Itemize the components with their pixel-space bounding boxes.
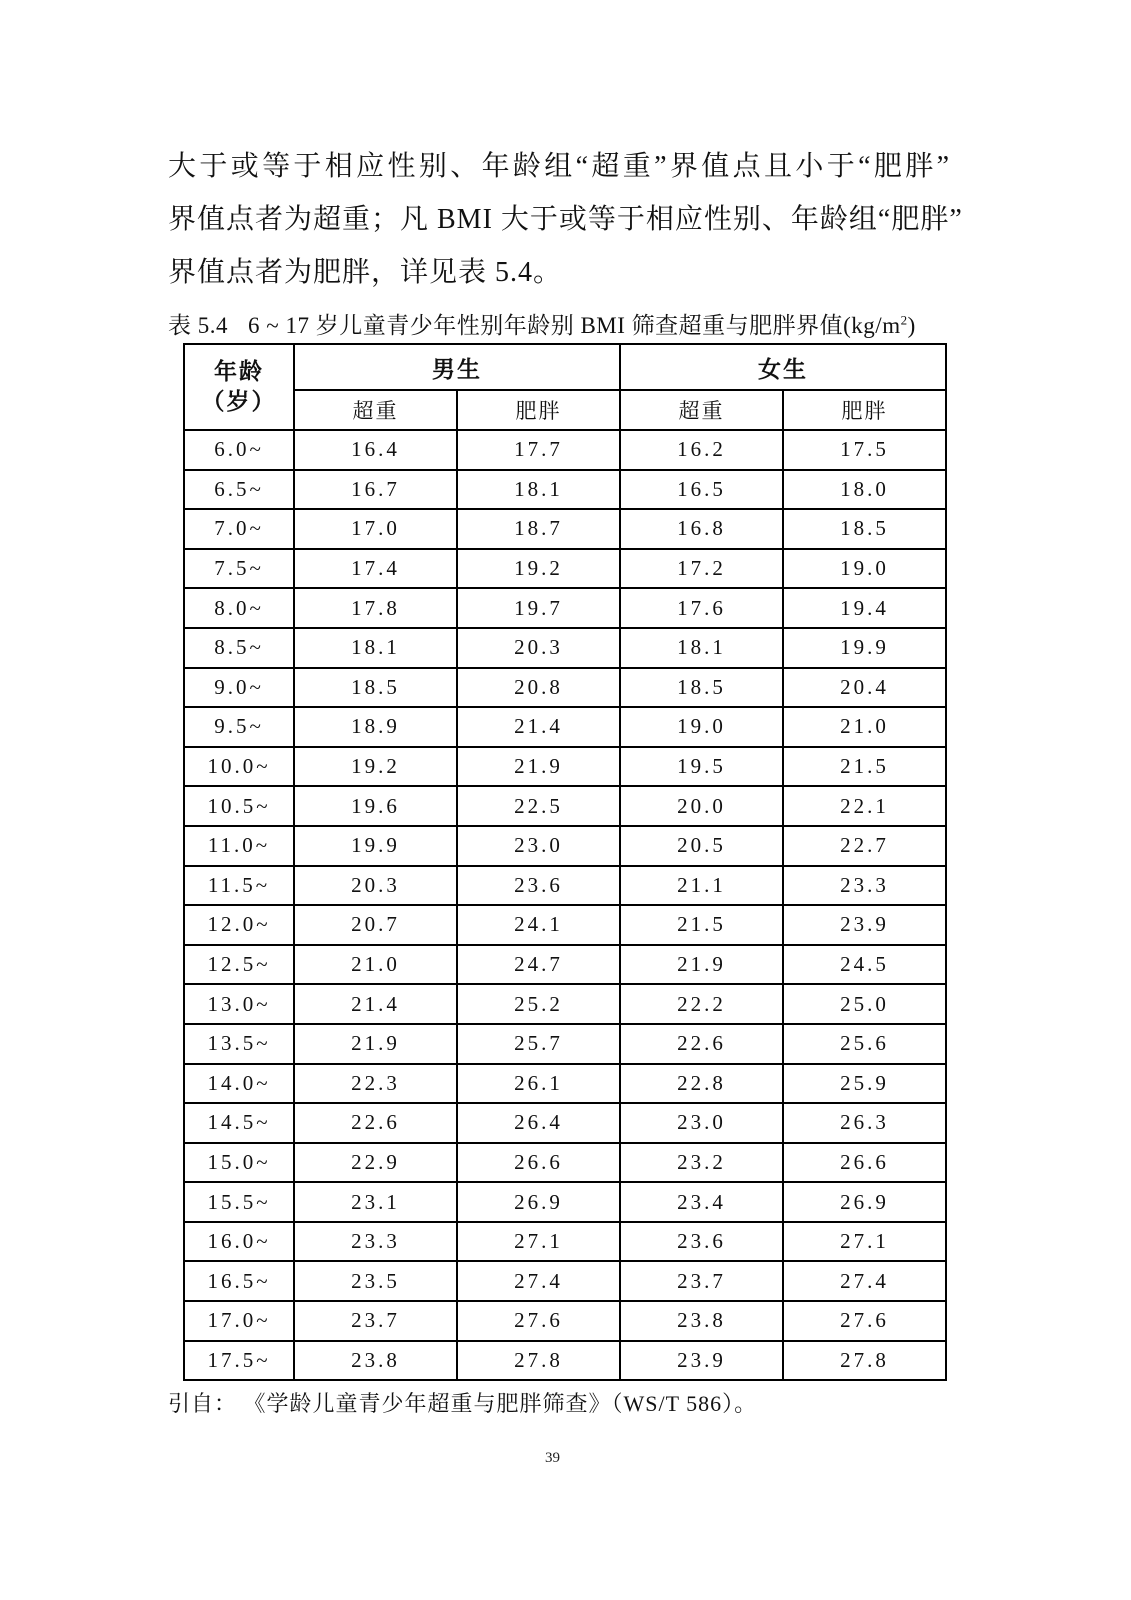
bmi-value-cell: 17.4 [294,549,457,589]
bmi-value-cell: 22.7 [783,826,946,866]
bmi-value-cell: 24.7 [457,945,620,985]
age-cell: 16.5~ [184,1261,294,1301]
age-cell: 12.0~ [184,905,294,945]
bmi-value-cell: 19.2 [294,747,457,787]
body-paragraph [168,140,963,299]
bmi-value-cell: 26.3 [783,1103,946,1143]
bmi-value-cell: 19.0 [783,549,946,589]
table-row [184,905,946,945]
bmi-value-cell: 20.3 [457,628,620,668]
bmi-value-cell: 16.8 [620,509,783,549]
age-cell: 15.5~ [184,1182,294,1222]
table-row [184,945,946,985]
bmi-value-cell: 27.6 [457,1301,620,1341]
table-row [184,826,946,866]
bmi-value-cell: 19.9 [783,628,946,668]
bmi-value-cell: 23.7 [620,1261,783,1301]
bmi-value-cell: 27.6 [783,1301,946,1341]
bmi-value-cell: 23.2 [620,1143,783,1183]
bmi-value-cell: 26.1 [457,1064,620,1104]
bmi-value-cell: 18.9 [294,707,457,747]
paragraph-line: 大于或等于相应性别、年龄组“超重”界值点且小于“肥胖” [168,151,950,182]
bmi-value-cell: 19.4 [783,588,946,628]
bmi-value-cell: 23.6 [620,1222,783,1262]
bmi-value-cell: 23.8 [294,1341,457,1381]
bmi-value-cell: 27.8 [783,1341,946,1381]
header-girls-overweight: 超重 [620,390,783,430]
age-cell: 6.0~ [184,430,294,470]
bmi-value-cell: 26.6 [457,1143,620,1183]
bmi-value-cell: 27.8 [457,1341,620,1381]
table-row [184,1341,946,1381]
bmi-value-cell: 21.0 [783,707,946,747]
footnote: 引自： 《学龄儿童青少年超重与肥胖筛查》（WS/T 586）。 [168,1391,758,1416]
age-cell: 14.0~ [184,1064,294,1104]
bmi-value-cell: 19.5 [620,747,783,787]
bmi-value-cell: 21.9 [294,1024,457,1064]
bmi-value-cell: 21.0 [294,945,457,985]
table-row [184,470,946,510]
bmi-value-cell: 16.5 [620,470,783,510]
bmi-value-cell: 27.4 [783,1261,946,1301]
bmi-value-cell: 17.0 [294,509,457,549]
bmi-value-cell: 22.6 [294,1103,457,1143]
bmi-value-cell: 21.4 [294,984,457,1024]
bmi-value-cell: 23.0 [620,1103,783,1143]
table-row [184,588,946,628]
bmi-value-cell: 19.2 [457,549,620,589]
bmi-value-cell: 20.3 [294,866,457,906]
table-header-row-2 [184,390,946,430]
bmi-value-cell: 21.5 [620,905,783,945]
table-caption-tail: ) [907,313,916,338]
table-row [184,707,946,747]
bmi-value-cell: 27.4 [457,1261,620,1301]
age-cell: 12.5~ [184,945,294,985]
age-cell: 8.0~ [184,588,294,628]
age-cell: 11.5~ [184,866,294,906]
bmi-value-cell: 24.5 [783,945,946,985]
page-number: 39 [545,1450,560,1466]
table-row [184,509,946,549]
header-girls-obesity: 肥胖 [783,390,946,430]
bmi-value-cell: 26.4 [457,1103,620,1143]
bmi-value-cell: 22.6 [620,1024,783,1064]
table-row [184,1301,946,1341]
age-cell: 13.5~ [184,1024,294,1064]
bmi-value-cell: 16.7 [294,470,457,510]
bmi-value-cell: 23.7 [294,1301,457,1341]
table-row [184,1143,946,1183]
bmi-value-cell: 18.1 [457,470,620,510]
bmi-value-cell: 23.4 [620,1182,783,1222]
table-row [184,1222,946,1262]
age-cell: 9.5~ [184,707,294,747]
bmi-value-cell: 18.7 [457,509,620,549]
table-caption [168,307,1028,340]
bmi-value-cell: 23.9 [783,905,946,945]
table-row [184,1261,946,1301]
age-cell: 17.0~ [184,1301,294,1341]
bmi-value-cell: 18.1 [294,628,457,668]
age-cell: 10.5~ [184,786,294,826]
table-caption-label: 表 5.4 [168,313,228,338]
bmi-value-cell: 25.2 [457,984,620,1024]
bmi-value-cell: 21.1 [620,866,783,906]
bmi-value-cell: 16.4 [294,430,457,470]
bmi-value-cell: 23.3 [783,866,946,906]
header-boys-obesity: 肥胖 [457,390,620,430]
bmi-value-cell: 17.6 [620,588,783,628]
bmi-value-cell: 17.2 [620,549,783,589]
table-row [184,866,946,906]
bmi-value-cell: 20.7 [294,905,457,945]
table-row [184,1064,946,1104]
bmi-value-cell: 17.5 [783,430,946,470]
bmi-value-cell: 23.9 [620,1341,783,1381]
age-cell: 17.5~ [184,1341,294,1381]
age-cell: 6.5~ [184,470,294,510]
bmi-table-body [184,430,946,1380]
age-cell: 11.0~ [184,826,294,866]
bmi-value-cell: 27.1 [457,1222,620,1262]
paragraph-line: 界值点者为肥胖，详见表 5.4。 [168,257,563,288]
age-cell: 7.5~ [184,549,294,589]
bmi-value-cell: 26.6 [783,1143,946,1183]
bmi-value-cell: 18.5 [783,509,946,549]
age-cell: 9.0~ [184,668,294,708]
table-row [184,628,946,668]
bmi-value-cell: 25.7 [457,1024,620,1064]
age-cell: 16.0~ [184,1222,294,1262]
table-row [184,430,946,470]
bmi-value-cell: 25.0 [783,984,946,1024]
header-girls: 女生 [620,344,946,390]
bmi-value-cell: 17.7 [457,430,620,470]
bmi-value-cell: 19.9 [294,826,457,866]
table-row [184,1103,946,1143]
paragraph-line: 界值点者为超重；凡 BMI 大于或等于相应性别、年龄组“肥胖” [168,204,963,235]
table-caption-text: 6 ~ 17 岁儿童青少年性别年龄别 BMI 筛查超重与肥胖界值(kg/m [248,313,901,338]
bmi-value-cell: 23.6 [457,866,620,906]
bmi-value-cell: 20.8 [457,668,620,708]
age-cell: 15.0~ [184,1143,294,1183]
bmi-value-cell: 20.5 [620,826,783,866]
bmi-value-cell: 18.0 [783,470,946,510]
bmi-value-cell: 19.6 [294,786,457,826]
bmi-value-cell: 21.5 [783,747,946,787]
bmi-value-cell: 18.5 [620,668,783,708]
table-row [184,747,946,787]
header-age [184,344,294,430]
bmi-value-cell: 23.1 [294,1182,457,1222]
bmi-value-cell: 26.9 [783,1182,946,1222]
bmi-value-cell: 19.0 [620,707,783,747]
bmi-value-cell: 21.4 [457,707,620,747]
bmi-value-cell: 16.2 [620,430,783,470]
bmi-value-cell: 20.0 [620,786,783,826]
bmi-value-cell: 27.1 [783,1222,946,1262]
bmi-table [183,343,947,1381]
bmi-value-cell: 24.1 [457,905,620,945]
bmi-value-cell: 21.9 [620,945,783,985]
bmi-value-cell: 23.8 [620,1301,783,1341]
bmi-value-cell: 22.3 [294,1064,457,1104]
bmi-value-cell: 23.5 [294,1261,457,1301]
table-row [184,984,946,1024]
table-row [184,1182,946,1222]
bmi-value-cell: 22.9 [294,1143,457,1183]
table-header-row-1 [184,344,946,390]
header-age-line2: （岁） [201,389,277,414]
bmi-value-cell: 22.5 [457,786,620,826]
bmi-value-cell: 20.4 [783,668,946,708]
bmi-value-cell: 22.8 [620,1064,783,1104]
bmi-value-cell: 22.2 [620,984,783,1024]
bmi-value-cell: 22.1 [783,786,946,826]
bmi-value-cell: 19.7 [457,588,620,628]
bmi-value-cell: 17.8 [294,588,457,628]
header-boys: 男生 [294,344,620,390]
header-age-line1: 年龄 [214,359,264,384]
table-row [184,786,946,826]
age-cell: 7.0~ [184,509,294,549]
bmi-value-cell: 26.9 [457,1182,620,1222]
age-cell: 13.0~ [184,984,294,1024]
table-row [184,668,946,708]
bmi-value-cell: 23.3 [294,1222,457,1262]
bmi-value-cell: 21.9 [457,747,620,787]
age-cell: 10.0~ [184,747,294,787]
age-cell: 8.5~ [184,628,294,668]
bmi-value-cell: 18.1 [620,628,783,668]
age-cell: 14.5~ [184,1103,294,1143]
table-caption-superscript: 2 [900,312,908,328]
table-row [184,1024,946,1064]
bmi-value-cell: 25.6 [783,1024,946,1064]
bmi-value-cell: 25.9 [783,1064,946,1104]
table-row [184,549,946,589]
header-boys-overweight: 超重 [294,390,457,430]
bmi-value-cell: 23.0 [457,826,620,866]
bmi-value-cell: 18.5 [294,668,457,708]
